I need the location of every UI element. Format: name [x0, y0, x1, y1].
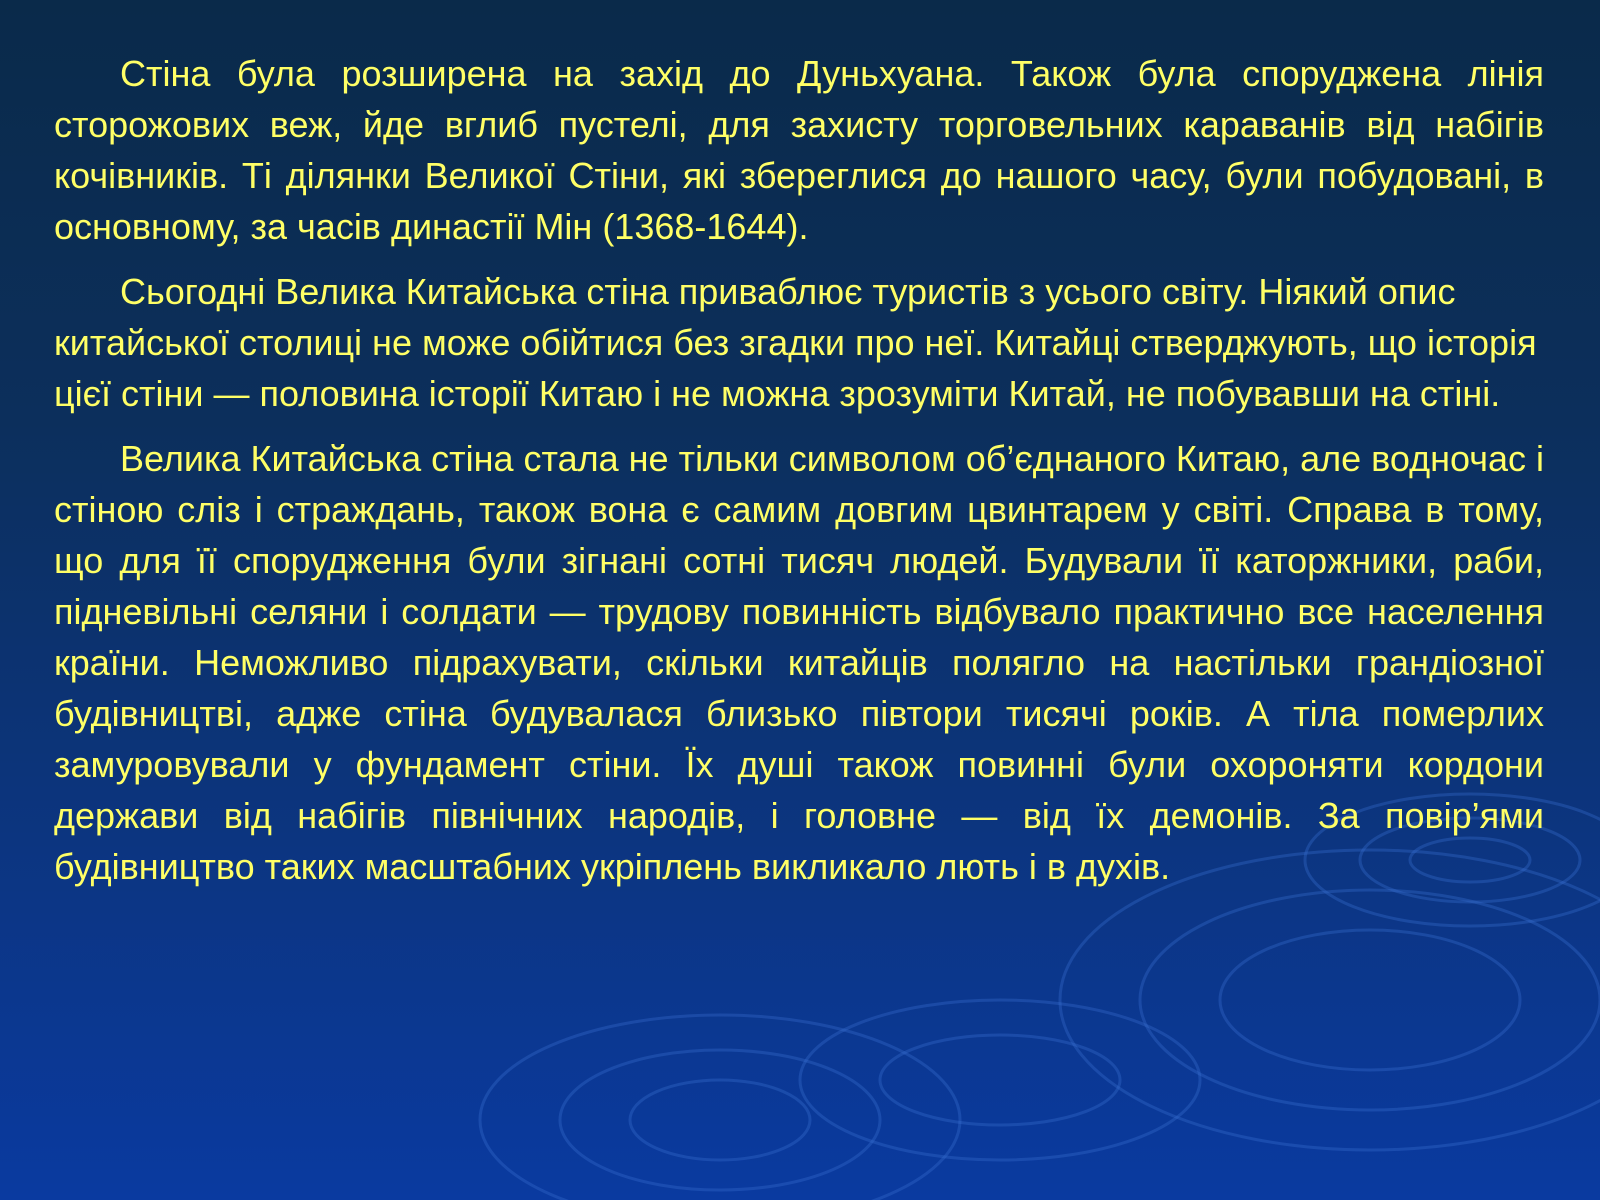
- slide-body-text: [54, 48, 1544, 906]
- paragraph-great-wall-extension: Стіна була розширена на захід до Дуньхуана. Також була споруджена лінія сторожових веж, йде вглиб пустелі, для захисту торговельних караванів від набігів кочівників. Ті ділянки Великої Стіни, які збереглися до нашого часу, були побудовані, в основному, за часів династії Мін (1368-1644).: [54, 53, 1544, 247]
- paragraph-great-wall-tourism: Сьогодні Велика Китайська стіна приваблює туристів з усього світу. Ніякий опис китайської столиці не може обійтися без згадки про неї. Китайці стверджують, що історія цієї стіни — половина історії Китаю і не можна зрозуміти Китай, не побувавши на стіні.: [54, 271, 1537, 414]
- paragraph-great-wall-cemetery: Велика Китайська стіна стала не тільки символом об’єднаного Китаю, але водночас і стіною сліз і страждань, також вона є самим довгим цвинтарем у світі. Справа в тому, що для її спорудження були зігнані сотні тисяч людей. Будували її каторжники, раби, підневільні селяни і солдати — трудову повинність відбувало практично все населення країни. Неможливо підрахувати, скільки китайців полягло на настільки грандіозної будівництві, адже стіна будувалася близько півтори тисячі років. А тіла померлих замуровували у фундамент стіни. Їх душі також повинні були охороняти кордони держави від набігів північних народів, і головне — від їх демонів. За повір’ями будівництво таких масштабних укріплень викликало лють і в духів.: [54, 438, 1544, 887]
